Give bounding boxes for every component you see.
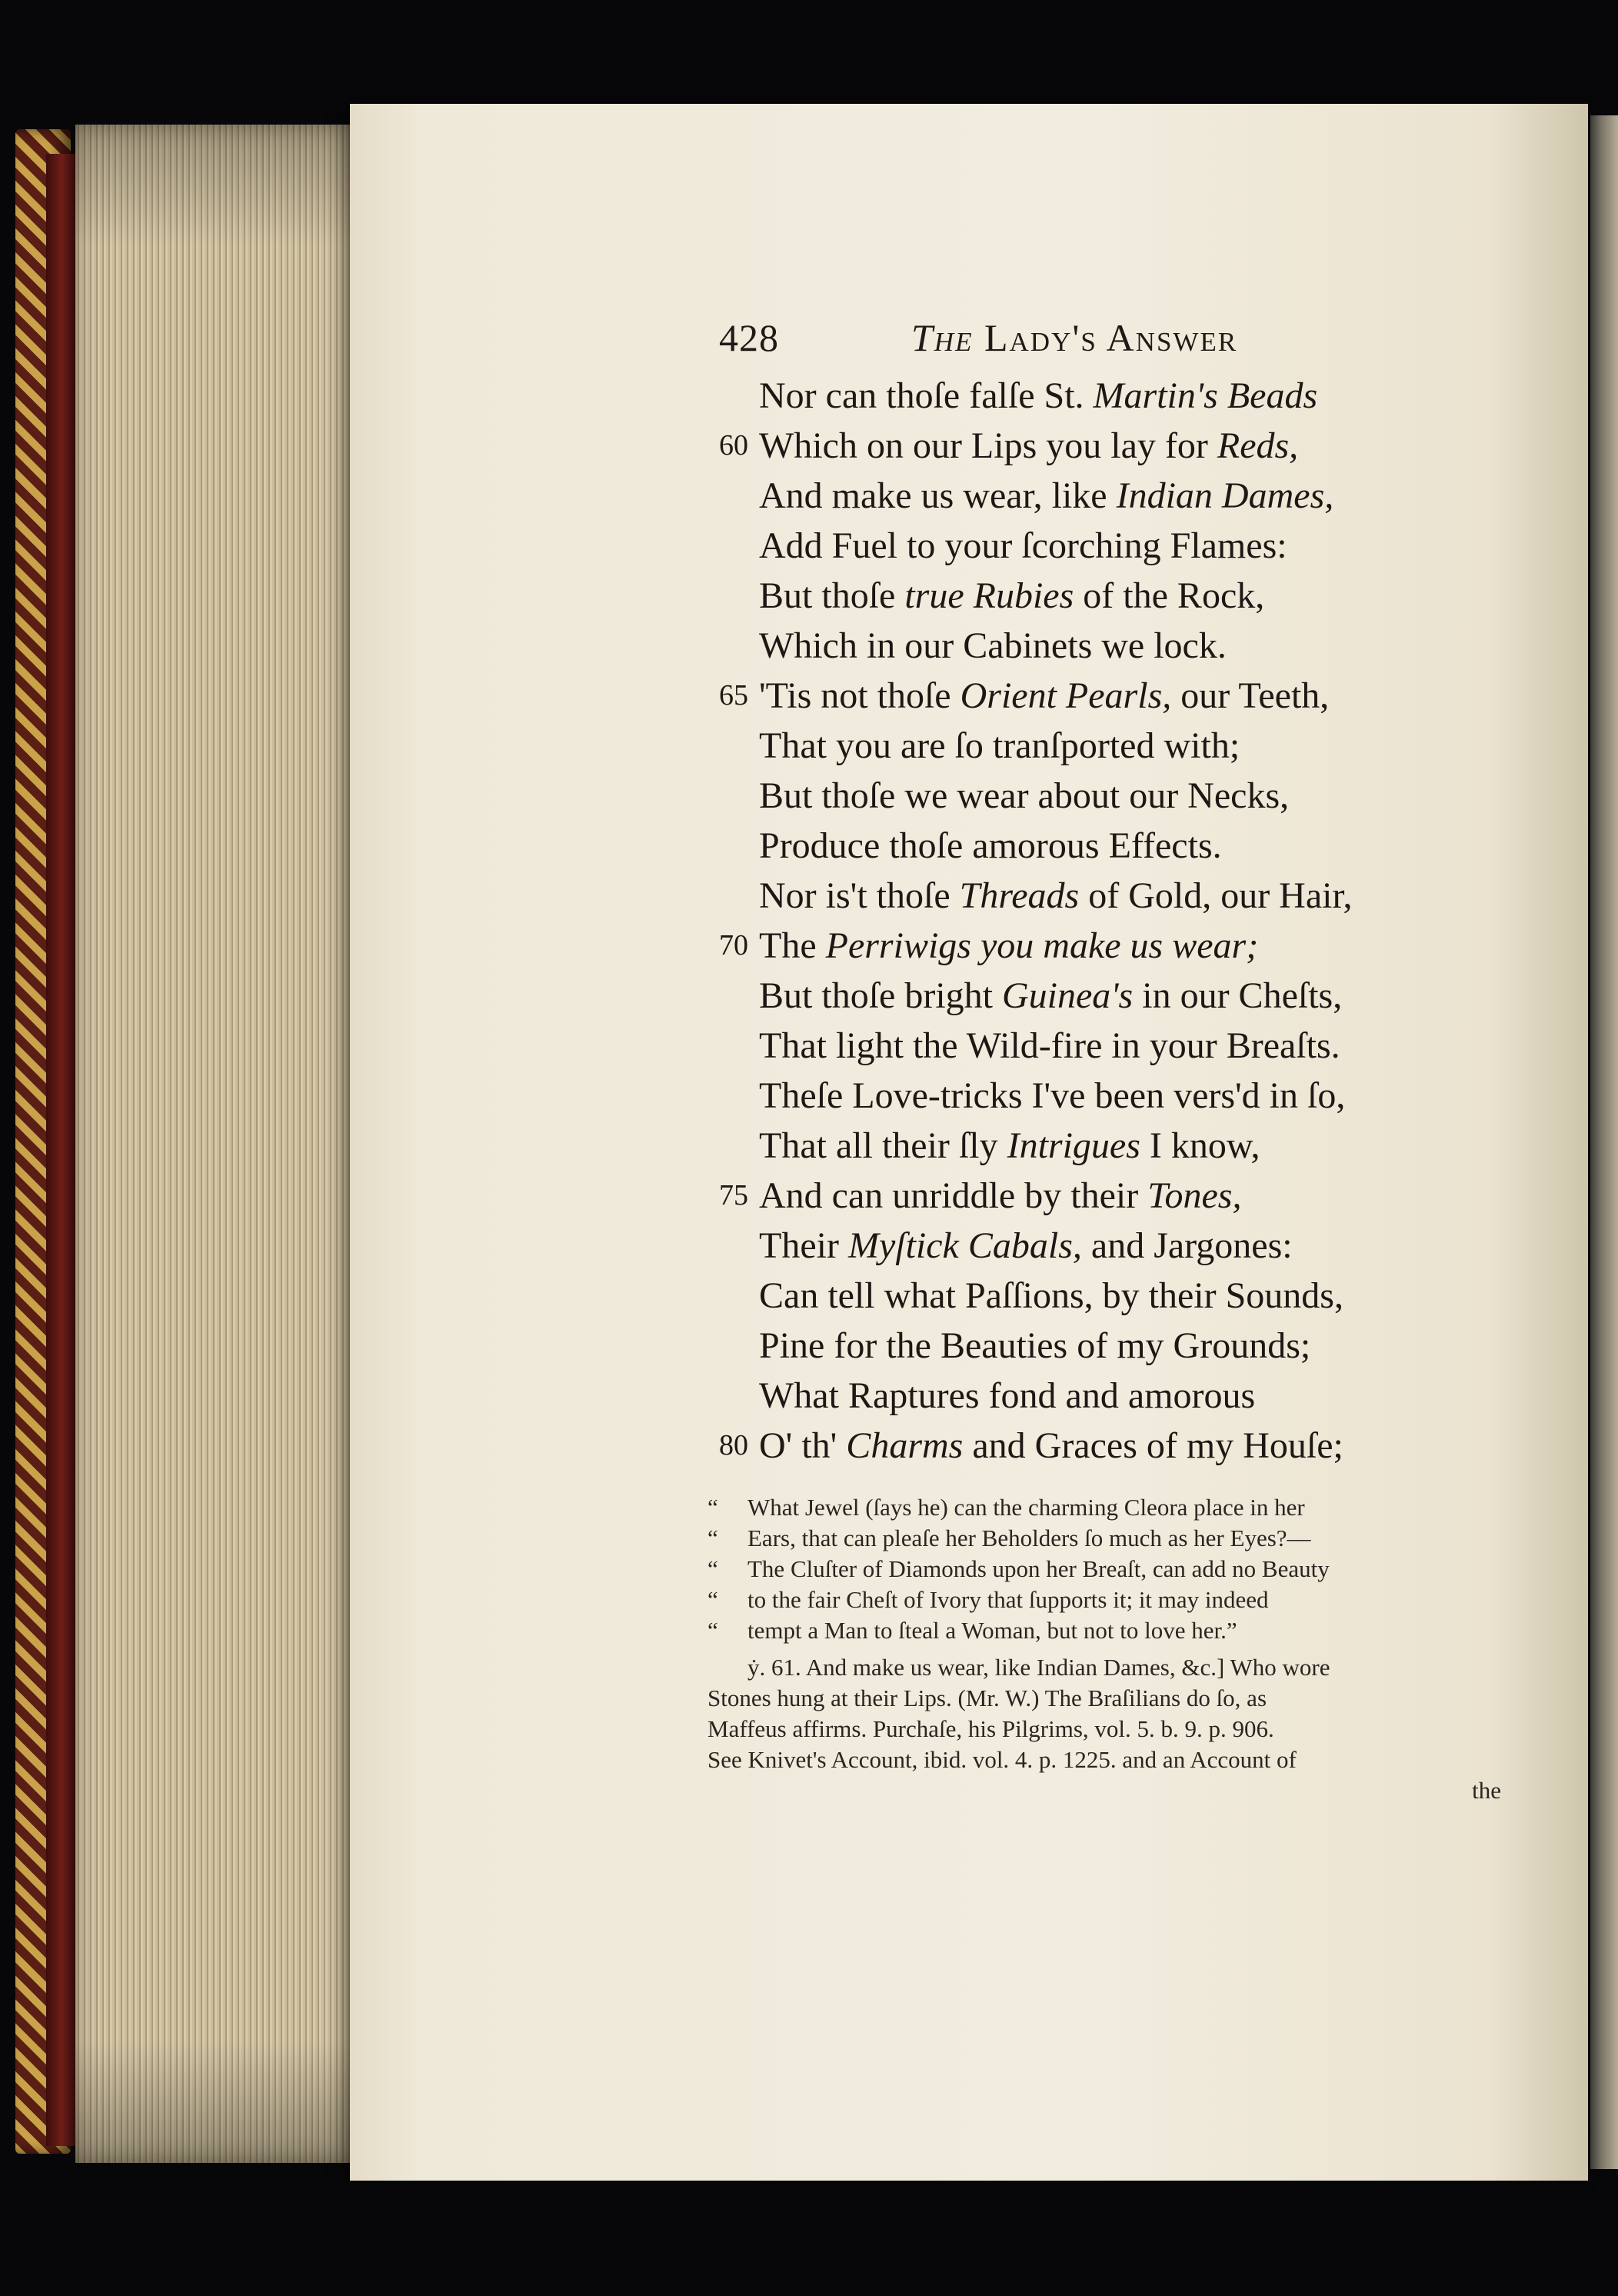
verse-text bbox=[759, 1371, 1255, 1421]
verse-line bbox=[719, 921, 1488, 971]
verse-line bbox=[719, 371, 1488, 421]
verse-text bbox=[759, 471, 1333, 521]
line-number: 75 bbox=[719, 1179, 748, 1211]
running-title-article: The bbox=[911, 316, 974, 359]
verse-text-italic: Intrigues bbox=[1007, 1125, 1140, 1166]
verse-text-italic: Orient Pearls, bbox=[960, 675, 1172, 716]
quote-line bbox=[707, 1585, 1507, 1615]
verse-text-italic: Indian Dames, bbox=[1116, 475, 1334, 516]
verse-line bbox=[719, 821, 1488, 871]
verse-line bbox=[719, 471, 1488, 521]
verse-text bbox=[759, 1071, 1345, 1121]
verse-text-roman: Which in our Cabinets we lock. bbox=[759, 625, 1227, 666]
verse-text-after: and Graces of my Houſe; bbox=[963, 1425, 1343, 1466]
verse-line bbox=[719, 721, 1488, 771]
quote-line bbox=[707, 1615, 1507, 1646]
verse-text bbox=[759, 771, 1289, 821]
verse-text-italic: Tones, bbox=[1147, 1175, 1242, 1216]
verse-text bbox=[759, 371, 1317, 421]
verse-text-italic: Threads bbox=[959, 875, 1080, 916]
footnote-verse-ref bbox=[707, 1652, 1507, 1775]
verse-line bbox=[719, 1321, 1488, 1371]
verse-text-roman: Add Fuel to your ſcorching Flames: bbox=[759, 525, 1287, 566]
facing-page-edge bbox=[1590, 115, 1618, 2169]
quote-text: Ears, that can pleaſe her Beholders ſo much as her Eyes?— bbox=[747, 1525, 1311, 1551]
footnote-line: See Knivet's Account, ibid. vol. 4. p. 1225. and an Account of bbox=[707, 1746, 1297, 1773]
verse-text-roman: But thoſe bbox=[759, 575, 905, 616]
line-number: 80 bbox=[719, 1429, 748, 1461]
quote-line bbox=[707, 1492, 1507, 1523]
line-number: 60 bbox=[719, 429, 748, 462]
verse-text bbox=[759, 1171, 1241, 1221]
verse-text-after: I know, bbox=[1140, 1125, 1260, 1166]
verse-text bbox=[759, 871, 1353, 921]
verse-line bbox=[719, 1021, 1488, 1071]
verse-text-roman: And make us wear, like bbox=[759, 475, 1117, 516]
verse-text bbox=[759, 621, 1227, 671]
verse-text-italic: Guinea's bbox=[1001, 975, 1134, 1016]
footnote-quote bbox=[707, 1492, 1507, 1646]
verse-text bbox=[759, 921, 1258, 971]
quote-mark: “ bbox=[707, 1525, 718, 1551]
page-edges bbox=[75, 125, 352, 2163]
verse-text-roman: Can tell what Paſſions, by their Sounds, bbox=[759, 1275, 1343, 1316]
spine-leather bbox=[46, 154, 77, 2146]
verse-text-italic: Perriwigs you make us wear; bbox=[825, 925, 1259, 966]
verse-line bbox=[719, 521, 1488, 571]
quote-line bbox=[707, 1554, 1507, 1585]
verse-line bbox=[719, 1421, 1488, 1471]
verse-text-roman: That you are ſo tranſported with; bbox=[759, 725, 1240, 766]
verse-line bbox=[719, 971, 1488, 1021]
verse-line bbox=[719, 421, 1488, 471]
verse-text bbox=[759, 671, 1329, 721]
page-number: 428 bbox=[719, 316, 779, 359]
verse-text-after: of Gold, our Hair, bbox=[1079, 875, 1353, 916]
verse-text-roman: O' th' bbox=[759, 1425, 847, 1466]
verse-text-italic: Myſtick Cabals, bbox=[847, 1225, 1082, 1266]
catchword: the bbox=[1472, 1777, 1501, 1804]
footnote-line: Maffeus affirms. Purchaſe, his Pilgrims, vol. 5. b. 9. p. 906. bbox=[707, 1715, 1274, 1742]
quote-mark: “ bbox=[707, 1555, 718, 1582]
verse-text bbox=[759, 971, 1342, 1021]
verse-text-roman: Theſe Love-tricks I've been vers'd in ſo, bbox=[759, 1075, 1346, 1116]
verse-text bbox=[759, 421, 1298, 471]
verse-text-roman: Produce thoſe amorous Effects. bbox=[759, 825, 1222, 866]
verse-line bbox=[719, 771, 1488, 821]
footnote-line: Stones hung at their Lips. (Mr. W.) The Braſilians do ſo, as bbox=[707, 1685, 1267, 1711]
quote-text: to the fair Cheſt of Ivory that ſupports it; it may indeed bbox=[747, 1586, 1269, 1613]
verse-text-after: of the Rock, bbox=[1074, 575, 1265, 616]
quote-text: tempt a Man to ſteal a Woman, but not to love her.” bbox=[747, 1617, 1237, 1644]
verse-text bbox=[759, 721, 1240, 771]
verse-block bbox=[719, 371, 1488, 1471]
verse-line bbox=[719, 571, 1488, 621]
verse-text-italic: Martin's Beads bbox=[1093, 375, 1318, 416]
verse-text-roman: Nor is't thoſe bbox=[759, 875, 960, 916]
verse-line bbox=[719, 871, 1488, 921]
quote-text: What Jewel (ſays he) can the charming Cleora place in her bbox=[747, 1494, 1305, 1521]
quote-mark: “ bbox=[707, 1617, 718, 1644]
verse-text-after: in our Cheſts, bbox=[1133, 975, 1343, 1016]
verse-text-roman: But thoſe bright bbox=[759, 975, 1002, 1016]
quote-mark: “ bbox=[707, 1586, 718, 1613]
verse-text bbox=[759, 1271, 1343, 1321]
page-header bbox=[719, 315, 1303, 362]
running-title-text: Lady's Answer bbox=[984, 316, 1238, 359]
verse-text bbox=[759, 1021, 1340, 1071]
verse-text-after: our Teeth, bbox=[1171, 675, 1330, 716]
verse-line bbox=[719, 671, 1488, 721]
verse-line bbox=[719, 1121, 1488, 1171]
verse-text-roman: The bbox=[759, 925, 826, 966]
verse-text-roman: What Raptures fond and amorous bbox=[759, 1375, 1256, 1416]
verse-line bbox=[719, 1371, 1488, 1421]
verse-line bbox=[719, 1221, 1488, 1271]
verse-text-roman: And can unriddle by their bbox=[759, 1175, 1148, 1216]
verse-text-roman: That light the Wild-fire in your Breaſts. bbox=[759, 1025, 1340, 1066]
verse-text-roman: Nor can thoſe falſe St. bbox=[759, 375, 1094, 416]
line-number: 65 bbox=[719, 679, 748, 711]
quote-line bbox=[707, 1523, 1507, 1554]
verse-text-roman: But thoſe we wear about our Necks, bbox=[759, 775, 1290, 816]
verse-text bbox=[759, 571, 1264, 621]
verse-text-roman: Their bbox=[759, 1225, 848, 1266]
verse-line bbox=[719, 1171, 1488, 1221]
verse-text bbox=[759, 1321, 1310, 1371]
verse-text-roman: 'Tis not thoſe bbox=[759, 675, 960, 716]
footnotes bbox=[707, 1492, 1507, 1806]
verse-text-roman: That all their ſly bbox=[759, 1125, 1007, 1166]
verse-text bbox=[759, 521, 1287, 571]
verse-text-roman: Which on our Lips you lay for bbox=[759, 425, 1217, 466]
verse-text-after: and Jargones: bbox=[1081, 1225, 1293, 1266]
verse-text-roman: Pine for the Beauties of my Grounds; bbox=[759, 1325, 1311, 1366]
line-number: 70 bbox=[719, 929, 748, 961]
verse-text bbox=[759, 821, 1222, 871]
verse-text-italic: Charms bbox=[846, 1425, 964, 1466]
quote-mark: “ bbox=[707, 1494, 718, 1521]
verse-text-italic: true Rubies bbox=[904, 575, 1074, 616]
verse-line bbox=[719, 621, 1488, 671]
quote-text: The Cluſter of Diamonds upon her Breaſt, can add no Beauty bbox=[747, 1555, 1330, 1582]
verse-text bbox=[759, 1221, 1293, 1271]
verse-line bbox=[719, 1071, 1488, 1121]
running-title bbox=[911, 315, 1237, 360]
verse-line bbox=[719, 1271, 1488, 1321]
verse-text bbox=[759, 1121, 1260, 1171]
footnote-line: ẏ. 61. And make us wear, like Indian Dames, &c.] Who wore bbox=[747, 1654, 1330, 1681]
verse-text bbox=[759, 1421, 1343, 1471]
verse-text-italic: Reds, bbox=[1217, 425, 1299, 466]
